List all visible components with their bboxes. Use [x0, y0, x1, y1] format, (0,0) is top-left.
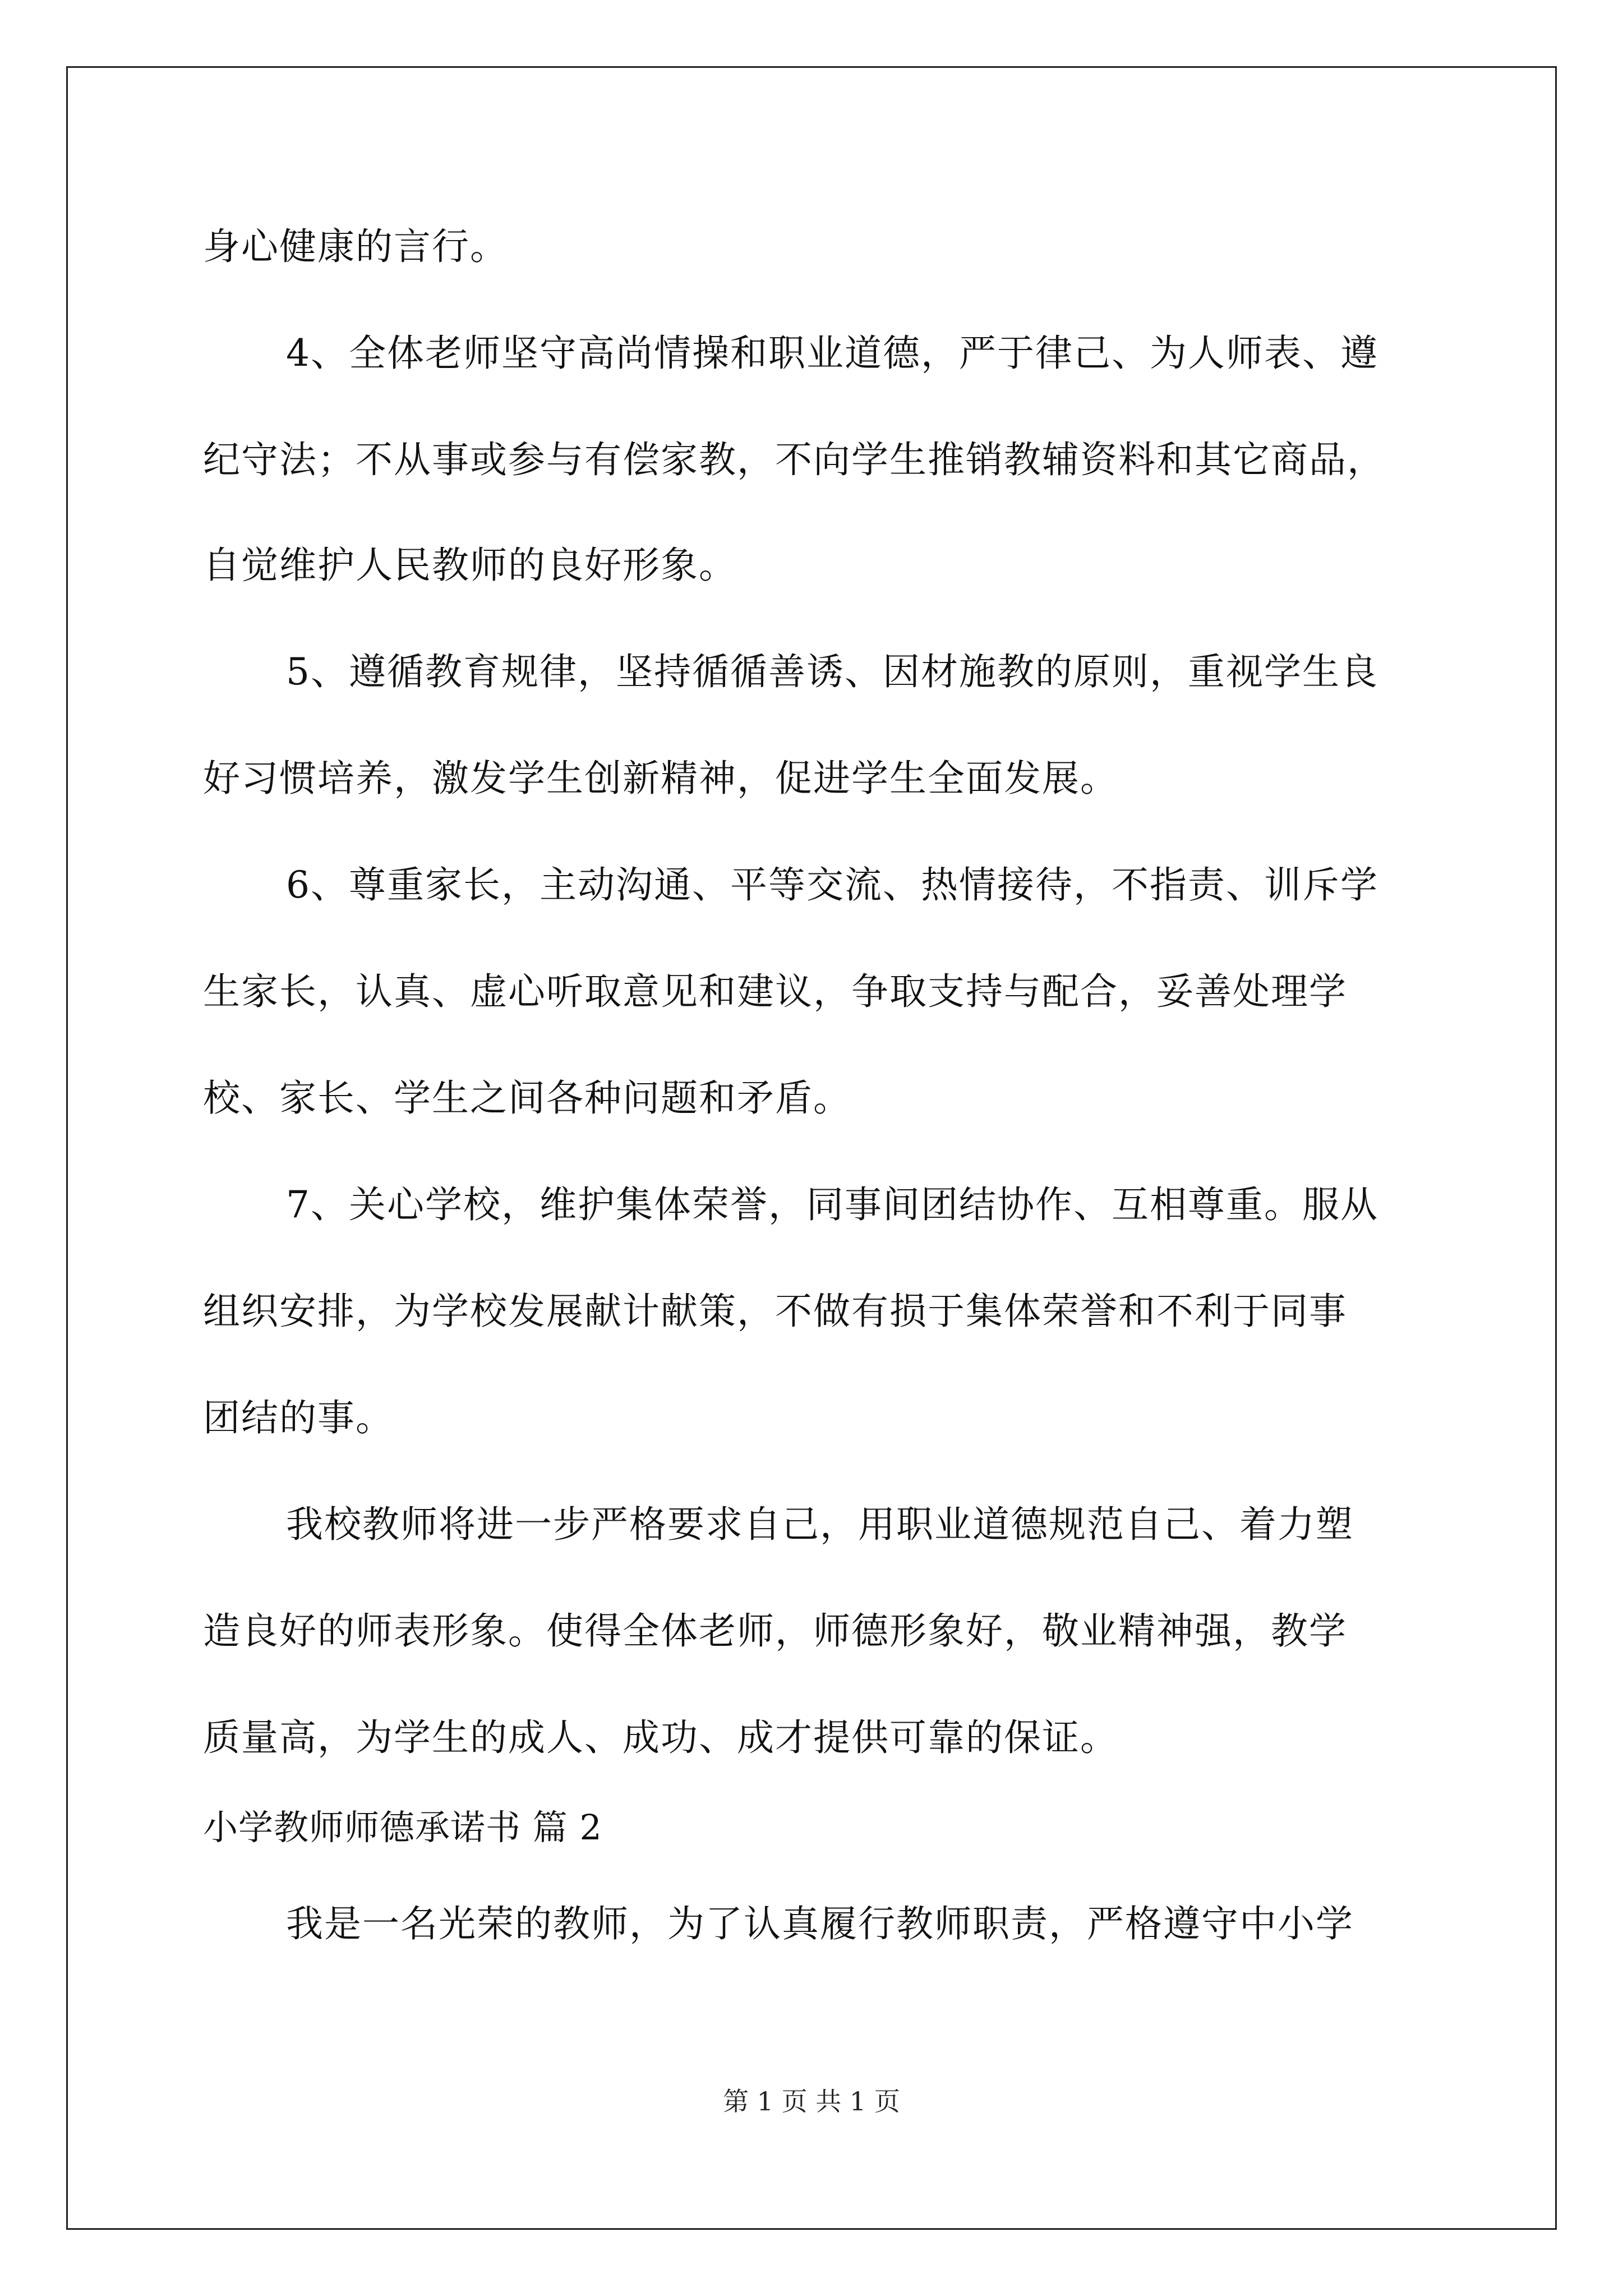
text-line: 7、关心学校，维护集体荣誉，同事间团结协作、互相尊重。服从: [286, 1183, 1378, 1226]
text-line: 5、遵循教育规律，坚持循循善诱、因材施教的原则，重视学生良: [286, 650, 1378, 693]
text-line: 生家长，认真、虚心听取意见和建议，争取支持与配合，妥善处理学: [203, 970, 1347, 1013]
text-line: 好习惯培养，激发学生创新精神，促进学生全面发展。: [203, 757, 1118, 800]
text-line: 我是一名光荣的教师，为了认真履行教师职责，严格遵守中小学: [286, 1902, 1354, 1945]
text-line: 自觉维护人民教师的良好形象。: [203, 544, 737, 587]
text-line: 身心健康的言行。: [203, 225, 508, 268]
text-line: 质量高，为学生的成人、成功、成才提供可靠的保证。: [203, 1716, 1118, 1759]
text-line: 造良好的师表形象。使得全体老师，师德形象好，敬业精神强，教学: [203, 1609, 1347, 1653]
text-line: 校、家长、学生之间各种问题和矛盾。: [203, 1076, 851, 1120]
section-heading: 小学教师师德承诺书 篇 2: [203, 1807, 602, 1848]
text-line: 6、尊重家长，主动沟通、平等交流、热情接待，不指责、训斥学: [286, 863, 1378, 907]
text-line: 组织安排，为学校发展献计献策，不做有损于集体荣誉和不利于同事: [203, 1290, 1347, 1333]
text-line: 我校教师将进一步严格要求自己，用职业道德规范自己、着力塑: [286, 1503, 1354, 1546]
page-footer: 第 1 页 共 1 页: [723, 2086, 900, 2116]
text-line: 4、全体老师坚守高尚情操和职业道德，严于律己、为人师表、遵: [286, 332, 1378, 375]
text-line: 纪守法；不从事或参与有偿家教，不向学生推销教辅资料和其它商品，: [203, 438, 1385, 481]
text-line: 团结的事。: [203, 1396, 394, 1439]
